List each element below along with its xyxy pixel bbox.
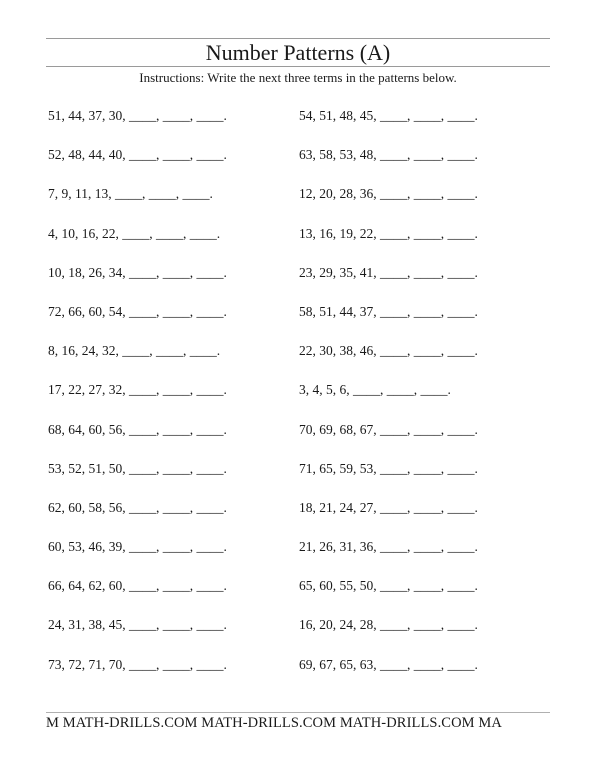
- problem-item: 68, 64, 60, 56, ____, ____, ____.: [48, 421, 227, 437]
- problem-item: 54, 51, 48, 45, ____, ____, ____.: [299, 108, 478, 123]
- problem-item: 13, 16, 19, 22, ____, ____, ____.: [299, 225, 478, 241]
- problem-item: 12, 20, 28, 36, ____, ____, ____.: [299, 186, 478, 202]
- top-rule: [46, 38, 550, 39]
- problem-item: 71, 65, 59, 53, ____, ____, ____.: [299, 460, 478, 476]
- problem-item: 10, 18, 26, 34, ____, ____, ____.: [48, 264, 227, 280]
- problem-item: 18, 21, 24, 27, ____, ____, ____.: [299, 499, 478, 515]
- problem-item: 24, 31, 38, 45, ____, ____, ____.: [48, 617, 227, 633]
- problem-item: 8, 16, 24, 32, ____, ____, ____.: [48, 343, 221, 359]
- problem-item: 60, 53, 46, 39, ____, ____, ____.: [48, 539, 227, 555]
- problem-item: 52, 48, 44, 40, ____, ____, ____.: [48, 147, 227, 163]
- problem-item: 7, 9, 11, 13, ____, ____, ____.: [48, 186, 213, 202]
- worksheet-title: Number Patterns (A): [205, 40, 391, 65]
- problem-item: 66, 64, 62, 60, ____, ____, ____.: [48, 578, 227, 594]
- problem-item: 69, 67, 65, 63, ____, ____, ____.: [299, 656, 478, 672]
- footer-watermark: M MATH-DRILLS.COM MATH-DRILLS.COM MATH-DRILLS.COM MA: [46, 715, 502, 731]
- problem-item: 65, 60, 55, 50, ____, ____, ____.: [299, 578, 478, 594]
- right-problem-column: [299, 108, 549, 696]
- problem-item: 51, 44, 37, 30, ____, ____, ____.: [48, 108, 227, 123]
- footer-rule: [46, 712, 550, 713]
- problem-item: 70, 69, 68, 67, ____, ____, ____.: [299, 421, 478, 437]
- instructions-text: Instructions: Write the next three terms in the patterns below.: [139, 70, 457, 85]
- problem-item: 23, 29, 35, 41, ____, ____, ____.: [299, 264, 478, 280]
- problem-item: 22, 30, 38, 46, ____, ____, ____.: [299, 343, 478, 359]
- problem-item: 17, 22, 27, 32, ____, ____, ____.: [48, 382, 227, 398]
- problem-item: 58, 51, 44, 37, ____, ____, ____.: [299, 303, 478, 319]
- problem-item: 72, 66, 60, 54, ____, ____, ____.: [48, 303, 227, 319]
- title-rule: [46, 66, 550, 67]
- left-problem-column: [48, 108, 298, 696]
- problem-item: 4, 10, 16, 22, ____, ____, ____.: [48, 225, 221, 241]
- problem-item: 21, 26, 31, 36, ____, ____, ____.: [299, 539, 478, 555]
- problem-item: 73, 72, 71, 70, ____, ____, ____.: [48, 656, 227, 672]
- problem-item: 62, 60, 58, 56, ____, ____, ____.: [48, 499, 227, 515]
- problem-item: 53, 52, 51, 50, ____, ____, ____.: [48, 460, 227, 476]
- problem-item: 63, 58, 53, 48, ____, ____, ____.: [299, 147, 478, 163]
- problem-item: 16, 20, 24, 28, ____, ____, ____.: [299, 617, 478, 633]
- problem-item: 3, 4, 5, 6, ____, ____, ____.: [299, 382, 451, 398]
